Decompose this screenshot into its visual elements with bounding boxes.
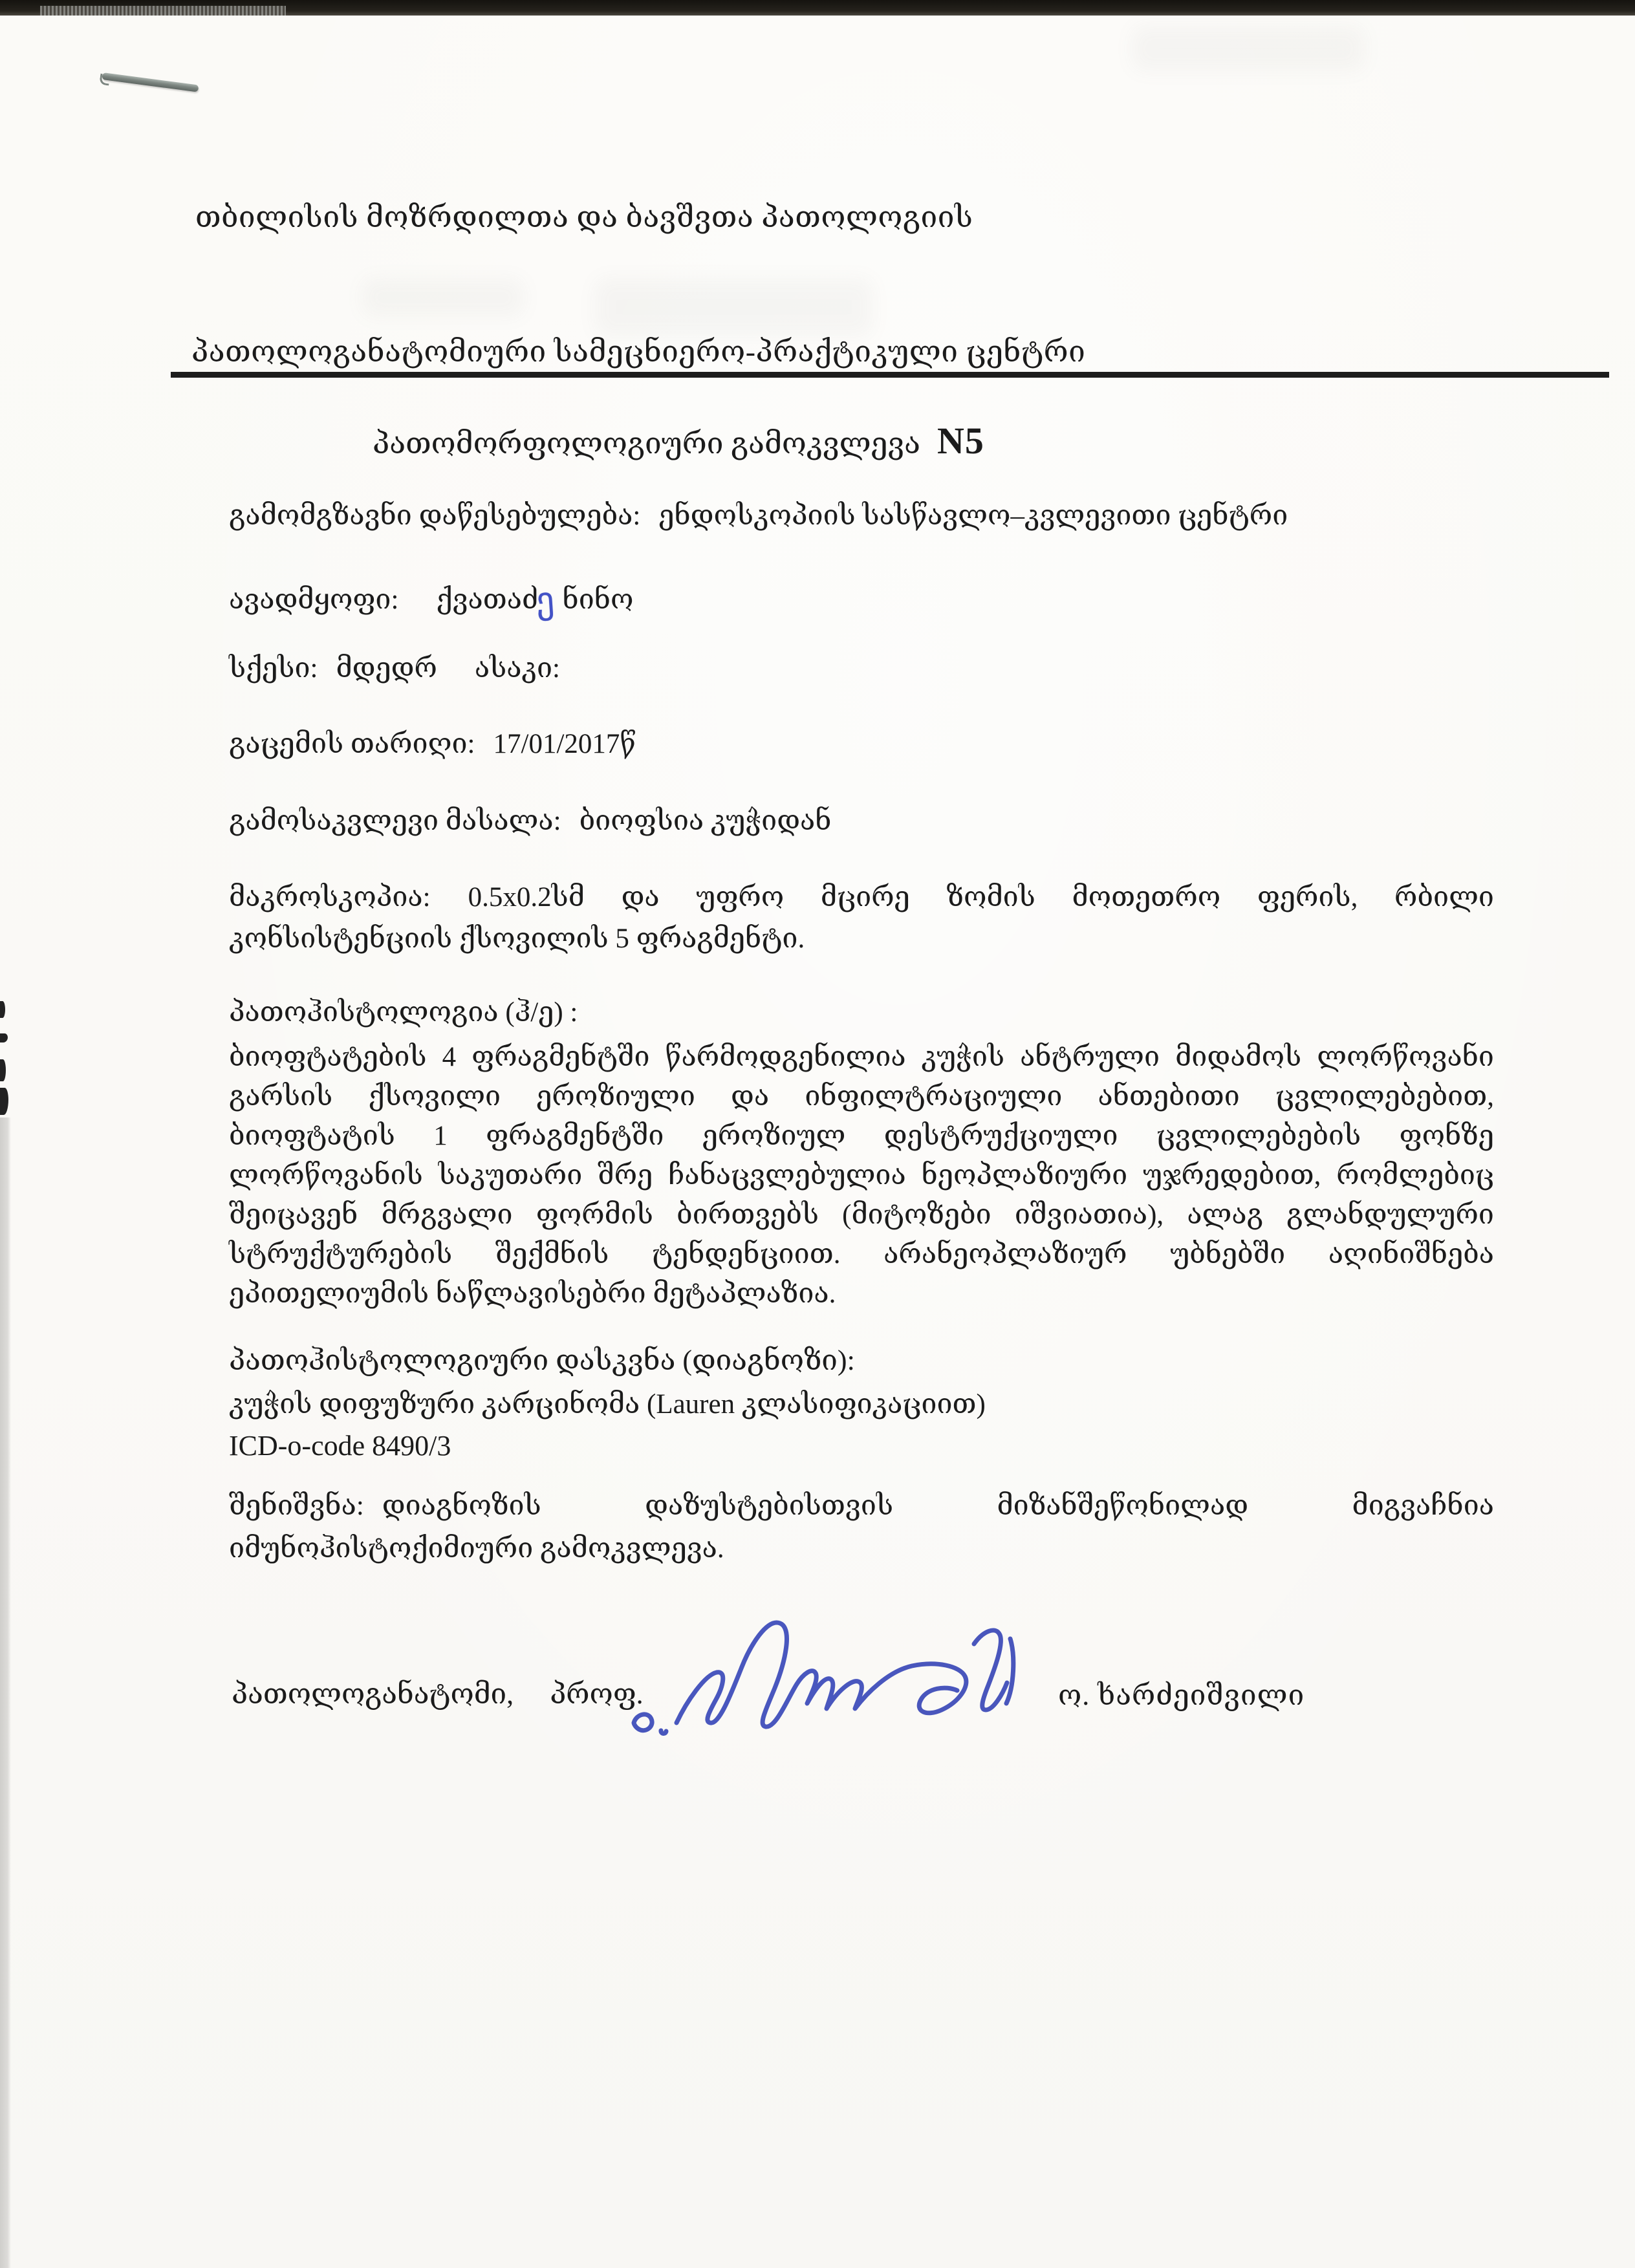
sex-age-field (229, 652, 560, 684)
histology-paragraph: ბიოფტატების 4 ფრაგმენტში წარმოდგენილია კუჭის ანტრული მიდამოს ლორწოვანი გარსის ქსოვილი ეროზიული და ინფილტრაციული ანთებითი ცვლილებებით, ბიოფტატის 1 ფრაგმენტში ეროზიულ დესტრუქციული ცვლილებების ფონზე ლორწოვანის საკუთარი შრე ჩანაცვლებულია ნეოპლაზიური უჯრედებით, რომლებიც შეიცავენ მრგვალი ფორმის ბირთვებს (მიტოზები იშვიათია), ალაგ გლანდულური სტრუქტურების შექმნის ტენდენციით. არანეოპლაზიურ უბნებში აღინიშნება ეპითელიუმის ნაწლავისებრი მეტაპლაზია. (229, 1042, 1494, 1309)
note-paragraph (229, 1485, 1494, 1570)
ink-ghost-impression (1132, 26, 1365, 71)
sex-value: მდედრ (336, 653, 437, 684)
patient-field (229, 576, 634, 622)
issue-date-field (229, 728, 636, 760)
scan-edge-text-fragment (0, 1059, 6, 1081)
macroscopy-text: 0.5x0.2სმ და უფრო მცირე ზომის მოთეთრო ფერის, რბილი კონსისტენციის ქსოვილის 5 ფრაგმენტი. (229, 882, 1494, 954)
diagnosis-line1: კუჭის დიფუზური კარცინომა (Lauren კლასიფიკაციით) (229, 1389, 986, 1420)
scan-edge-text-fragment (0, 1001, 5, 1018)
ink-ghost-impression (595, 278, 873, 336)
histology-label: პათოჰისტოლოგია (ჰ/ე) : (229, 997, 578, 1028)
sender-label: გამომგზავნი დაწესებულება: (229, 501, 641, 531)
staple (102, 72, 199, 92)
sex-label: სქესი: (229, 653, 318, 684)
scan-top-halftone-strip (40, 6, 286, 16)
org-name-line1: თბილისის მოზრდილთა და ბავშვთა პათოლოგიის (195, 200, 973, 233)
issue-date-label: გაცემის თარიღი: (229, 729, 475, 759)
signatory-role: პათოლოგანატომი, (232, 1678, 514, 1710)
sender-value: ენდოსკოპიის სასწავლო–კვლევითი ცენტრი (658, 501, 1288, 531)
diagnosis-icd-code: ICD-o-code 8490/3 (229, 1430, 451, 1462)
issue-date-value: 17/01/2017წ (493, 729, 636, 759)
report-title: პათომორფოლოგიური გამოკვლევა (373, 427, 920, 460)
conclusion-label: პათოჰისტოლოგიური დასკვნა (დიაგნოზი): (229, 1345, 855, 1376)
patient-label: ავადმყოფი: (229, 585, 399, 615)
scan-left-edge-strip (0, 1118, 11, 2268)
patient-firstname: ნინო (562, 585, 634, 615)
age-label: ასაკი: (474, 653, 560, 684)
report-number: N5 (937, 420, 984, 462)
sender-field (229, 499, 1288, 532)
material-value: ბიოფსია კუჭიდან (579, 806, 832, 836)
scan-edge-text-fragment (0, 1088, 8, 1115)
org-name-line2: პათოლოგანატომიური სამეცნიერო-პრაქტიკული ცენტრი (191, 335, 1086, 368)
material-label: გამოსაკვლევი მასალა: (229, 806, 561, 836)
macroscopy-paragraph (229, 877, 1494, 960)
scan-edge-text-fragment (0, 1033, 8, 1042)
ink-ghost-impression (362, 278, 524, 317)
letterhead-rule (171, 372, 1609, 378)
signatory-name: ო. ხარძეიშვილი (1058, 1679, 1305, 1711)
patient-surname: ქვათაძ (436, 585, 539, 615)
signature-ink (614, 1596, 1041, 1777)
handwritten-letter: ე (534, 579, 556, 622)
macroscopy-label: მაკროსკოპია: (229, 882, 431, 913)
report-title-row (373, 419, 984, 462)
note-label: შენიშვნა: (229, 1491, 364, 1521)
signatory-degree: პროფ. (550, 1678, 644, 1710)
signatory-role-row (232, 1678, 644, 1711)
note-text: დიაგნოზის დაზუსტებისთვის მიზანშეწონილად მიგვაჩნია იმუნოჰისტოქიმიური გამოკვლევა. (229, 1491, 1494, 1564)
material-field (229, 805, 832, 837)
